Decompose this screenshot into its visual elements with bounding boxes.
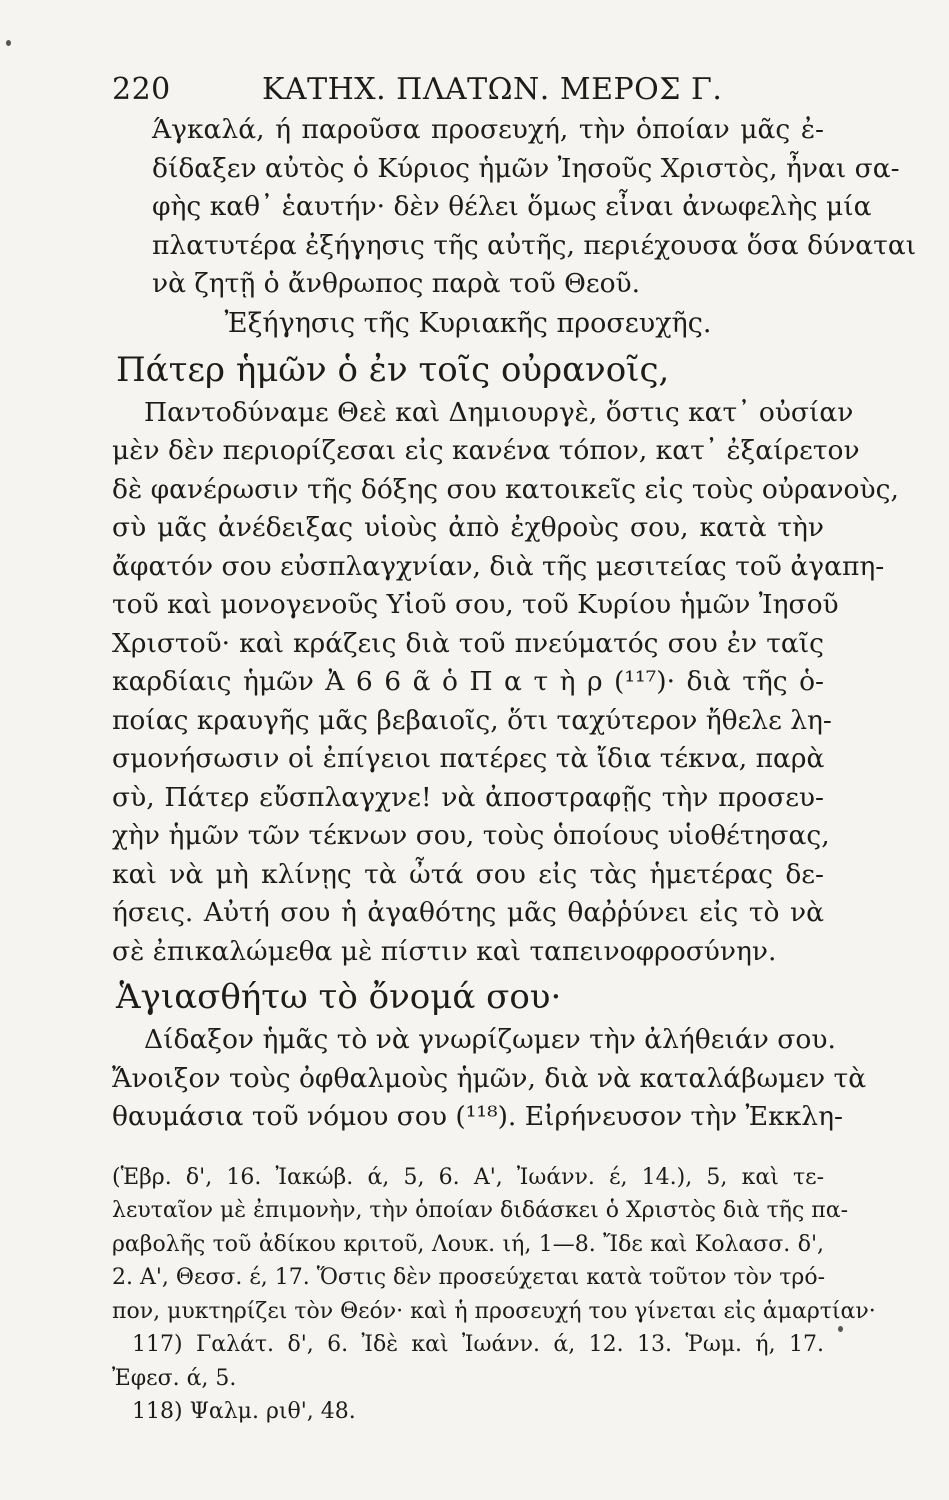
text-line: φὴς καθ᾿ ἑαυτήν· δὲν θέλει ὅμως εἶναι ἀνωφελὴς μία — [152, 191, 872, 222]
footnote-line: Ἐφεσ. ά, 5. — [112, 1365, 237, 1391]
text-line: θαυμάσια τοῦ νόμου σου (¹¹⁸). Εἰρήνευσον τὴν Ἐκκλη- — [112, 1101, 843, 1132]
text-line: Άγκαλά, ή παροῦσα προσευχή, τὴν ὁποίαν μᾶς ἐ- — [152, 114, 824, 145]
text-line: Χριστοῦ· καὶ κράζεις διὰ τοῦ πνεύματός σου ἐν ταῖς — [112, 627, 824, 659]
text-line: Παντοδύναμε Θεὲ καὶ Δημιουργὲ, ὅστις κατ᾿ οὐσίαν — [144, 396, 854, 428]
prayer-heading-1: Πάτερ ἡμῶν ὁ ἐν τοῖς οὐρανοῖς, — [116, 349, 670, 390]
text-line: ήσεις. Αὐτή σου ἡ ἀγαθότης μᾶς θαῤῥύνει εἰς τὸ νὰ — [112, 897, 824, 928]
text-line: σὺ, Πάτερ εὔσπλαγχνε! νὰ ἀποστραφῇς τὴν προσευ- — [112, 781, 824, 813]
text-line: καρδίαις ἡμῶν Ἀ 6 6 ᾶ ὁ Π α τ ὴ ρ (¹¹⁷)· διὰ τῆς ὁ- — [112, 666, 824, 697]
text-line: μὲν δὲν περιορίζεσαι εἰς κανένα τόπον, κατ᾿ ἐξαίρετον — [112, 435, 860, 466]
text-line: τοῦ καὶ μονογενοῦς Υἱοῦ σου, τοῦ Κυρίου ἡμῶν Ἰησοῦ — [112, 589, 839, 620]
footnotes — [112, 1161, 876, 1429]
text-line: δίδαξεν αὐτὸς ὁ Κύριος ἡμῶν Ἰησοῦς Χριστὸς, ἦναι σα- — [152, 152, 900, 184]
text-line: δὲ φανέρωσιν τῆς δόξης σου κατοικεῖς εἰς τοὺς οὐρανοὺς, — [112, 473, 899, 505]
prayer-heading-2: Ἁγιασθήτω τὸ ὄνομά σου· — [116, 977, 562, 1017]
text-line: σὺ μᾶς ἀνέδειξας υἱοὺς ἀπὸ ἐχθροὺς σου, κατὰ τὴν — [112, 512, 824, 543]
text-line: νὰ ζητῇ ὁ ἄνθρωπος παρὰ τοῦ Θεοῦ. — [152, 268, 641, 299]
footnote-line: 118) Ψαλμ. ριθ', 48. — [132, 1399, 356, 1424]
text-line: σὲ ἐπικαλώμεθα μὲ πίστιν καὶ ταπεινοφροσύνην. — [112, 935, 777, 967]
text-line: πλατυτέρα ἐξήγησις τῆς αὐτῆς, περιέχουσα ὅσα δύναται — [152, 229, 917, 261]
text-line: χὴν ἡμῶν τῶν τέκνων σου, τοὺς ὁποίους υἱοθέτησας, — [112, 820, 830, 851]
footnote-line: 2. Α', Θεσσ. έ, 17. Ὅστις δὲν προσεύχεται κατὰ τοῦτον τὸν τρό- — [112, 1265, 826, 1290]
footnote-line: 117) Γαλάτ. δ', 6. Ἰδὲ καὶ Ἰωάνν. ά, 12. 13. Ῥωμ. ή, 17. — [132, 1332, 824, 1357]
text-line: καὶ νὰ μὴ κλίνῃς τὰ ὦτά σου εἰς τὰς ἡμετέρας δε- — [112, 858, 824, 890]
section-title: Ἐξήγησις τῆς Κυριακῆς προσευχῆς. — [224, 307, 712, 339]
scan-speck — [838, 1326, 843, 1332]
page-number: 220 — [112, 72, 171, 107]
text-line: ποίας κραυγῆς μᾶς βεβαιοῖς, ὅτι ταχύτερον ἤθελε λη- — [112, 704, 832, 736]
footnote-line: πον, μυκτηρίζει τὸν Θεόν· καὶ ἡ προσευχή του γίνεται εἰς ἁμαρτίαν· — [112, 1298, 876, 1324]
running-title: ΚΑΤΗΧ. ΠΛΑΤΩΝ. ΜΕΡΟΣ Γ. — [262, 72, 723, 107]
footnote-line: ραβολῆς τοῦ ἀδίκου κριτοῦ, Λουκ. ιή, 1—8. Ἴδε καὶ Κολασσ. δ', — [112, 1231, 824, 1257]
text-line: σμονήσωσιν οἱ ἐπίγειοι πατέρες τὰ ἴδια τέκνα, παρὰ — [112, 743, 825, 774]
text-line: ἄφατόν σου εὐσπλαγχνίαν, διὰ τῆς μεσιτείας τοῦ ἀγαπη- — [112, 550, 885, 582]
text-line: Ἄνοιξον τοὺς ὀφθαλμοὺς ἡμῶν, διὰ νὰ καταλάβωμεν τὰ — [112, 1062, 867, 1094]
footnote-line: (Ἑβρ. δ', 16. Ἰακώβ. ά, 5, 6. Α', Ἰωάνν. έ, 14.), 5, καὶ τε- — [112, 1164, 824, 1190]
paragraph-2 — [112, 1021, 867, 1137]
footnote-line: λευταῖον μὲ ἐπιμονὴν, τὴν ὁποίαν διδάσκει ὁ Χριστὸς διὰ τῆς πα- — [112, 1198, 849, 1223]
intro-paragraph — [112, 111, 917, 304]
page-content — [112, 72, 917, 1429]
paragraph-1 — [112, 394, 899, 972]
running-header — [112, 72, 824, 107]
text-line: Δίδαξον ἡμᾶς τὸ νὰ γνωρίζωμεν τὴν ἀλήθειάν σου. — [144, 1024, 836, 1055]
scan-speck — [6, 40, 11, 46]
